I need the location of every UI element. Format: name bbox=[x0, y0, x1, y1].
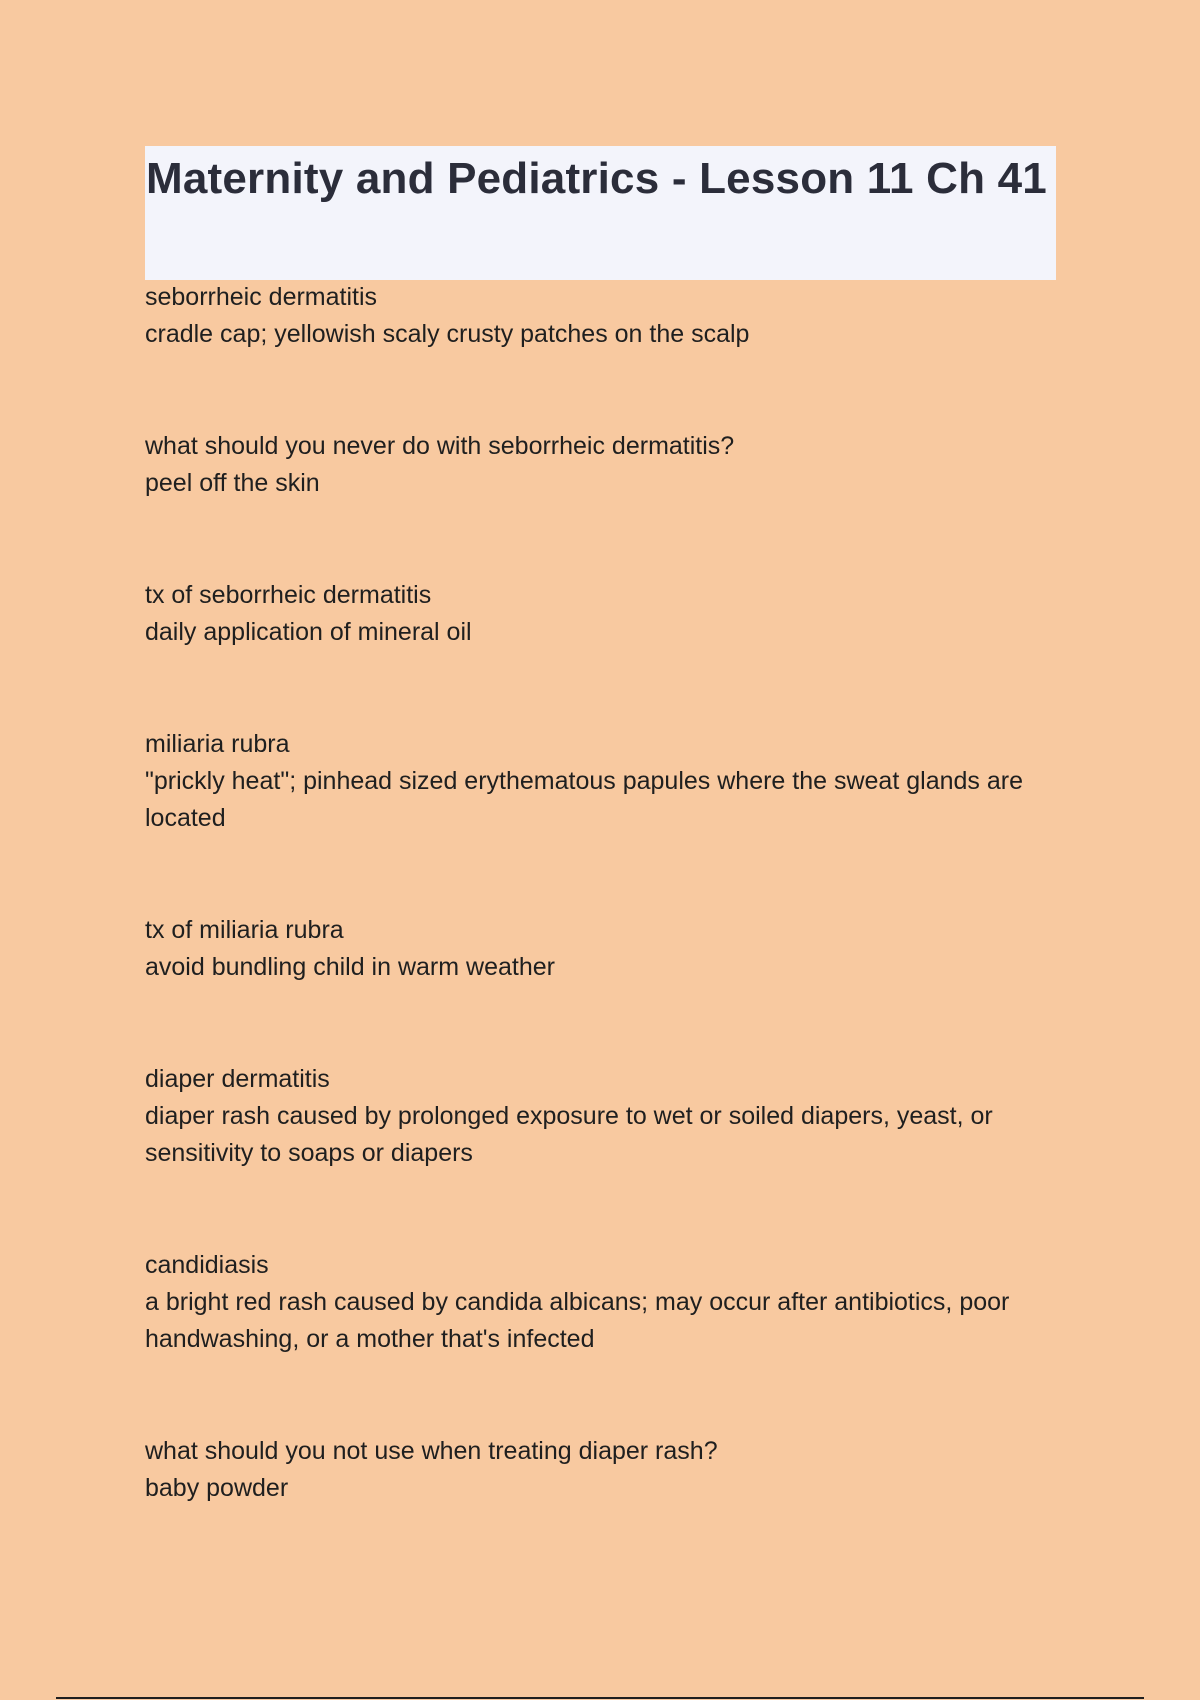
flashcard-term: tx of seborrheic dermatitis bbox=[145, 581, 432, 609]
flashcard-term: what should you never do with seborrheic dermatitis? bbox=[145, 432, 735, 460]
flashcard-definition: baby powder bbox=[145, 1474, 289, 1502]
flashcard-term: diaper dermatitis bbox=[145, 1065, 330, 1093]
flashcard-term: what should you not use when treating diaper rash? bbox=[145, 1437, 718, 1465]
flashcard-item bbox=[145, 726, 1065, 837]
title-banner bbox=[145, 146, 1056, 280]
page-title: Maternity and Pediatrics - Lesson 11 Ch 41 bbox=[146, 154, 1047, 203]
flashcard-term: seborrheic dermatitis bbox=[145, 283, 378, 311]
flashcard-item bbox=[145, 577, 1065, 651]
flashcard-definition: daily application of mineral oil bbox=[145, 618, 472, 646]
flashcard-definition: "prickly heat"; pinhead sized erythematous papules where the sweat glands are located bbox=[145, 767, 1023, 832]
flashcard-item bbox=[145, 1247, 1065, 1358]
flashcard-definition: cradle cap; yellowish scaly crusty patches on the scalp bbox=[145, 320, 750, 348]
flashcard-term: candidiasis bbox=[145, 1251, 269, 1279]
flashcard-term: tx of miliaria rubra bbox=[145, 916, 344, 944]
flashcard-item bbox=[145, 1433, 1065, 1507]
flashcard-definition: avoid bundling child in warm weather bbox=[145, 953, 555, 981]
flashcard-item bbox=[145, 912, 1065, 986]
page-bottom-divider bbox=[56, 1697, 1144, 1699]
flashcard-item bbox=[145, 279, 1065, 353]
flashcard-item bbox=[145, 428, 1065, 502]
flashcard-term: miliaria rubra bbox=[145, 730, 290, 758]
flashcard-list bbox=[145, 279, 1065, 1507]
flashcard-definition: peel off the skin bbox=[145, 469, 320, 497]
flashcard-definition: diaper rash caused by prolonged exposure to wet or soiled diapers, yeast, or sensitivity to soaps or diapers bbox=[145, 1102, 993, 1167]
flashcard-item bbox=[145, 1061, 1065, 1172]
flashcard-definition: a bright red rash caused by candida albicans; may occur after antibiotics, poor handwashing, or a mother that's infected bbox=[145, 1288, 1010, 1353]
